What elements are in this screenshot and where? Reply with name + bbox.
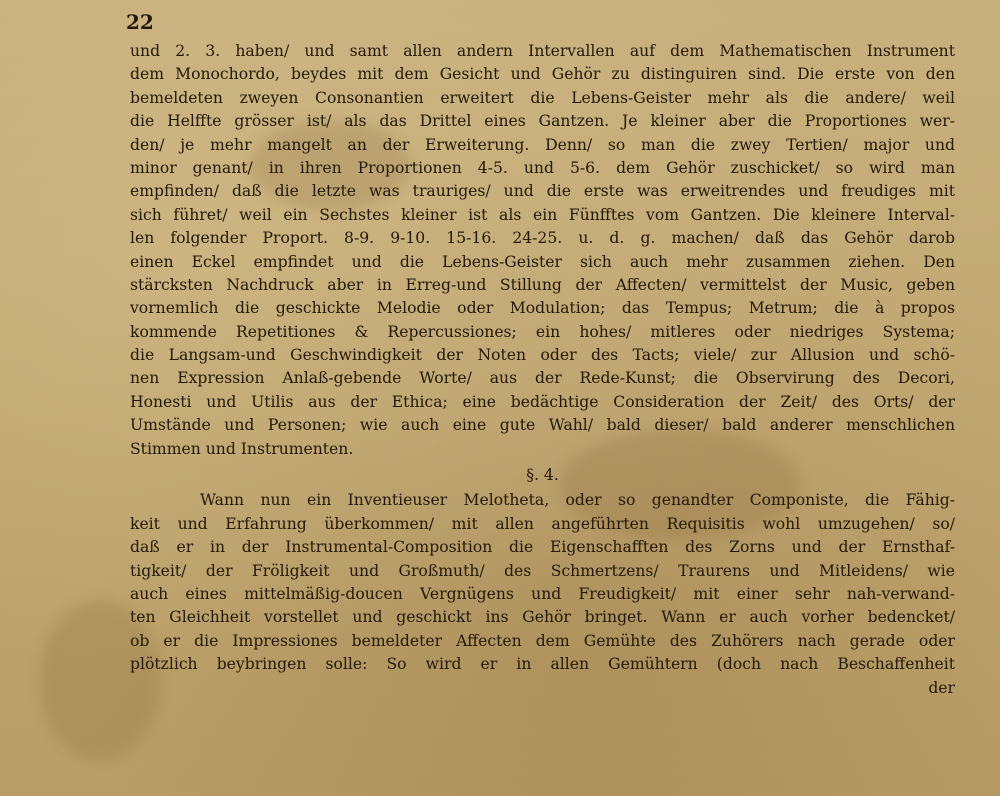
text-line: die Langsam-und Geschwindigkeit der Noten oder des Tacts; viele/ zur Allusion und schö- xyxy=(130,346,955,365)
text-line: daß er in der Instrumental-Composition die Eigenschafften des Zorns und der Ernsthaf- xyxy=(130,538,955,557)
text-line: ten Gleichheit vorstellet und geschickt ins Gehör bringet. Wann er auch vorher bedencket/ xyxy=(130,608,955,627)
text-line: dem Monochordo, beydes mit dem Gesicht und Gehör zu distinguiren sind. Die erste von den xyxy=(130,65,955,84)
text-line: keit und Erfahrung überkommen/ mit allen angeführten Requisitis wohl umzugehen/ so/ xyxy=(130,514,955,533)
text-line: die Helffte grösser ist/ als das Drittel eines Gantzen. Je kleiner aber die Proportiones wer- xyxy=(130,112,955,131)
text-line: empfinden/ daß die letzte was trauriges/ und die erste was erweitrendes und freudiges mit xyxy=(130,182,955,201)
text-line: bemeldeten zweyen Consonantien erweitert die Lebens-Geister mehr als die andere/ weil xyxy=(130,88,955,107)
text-line: plötzlich beybringen solle: So wird er in allen Gemühtern (doch nach Beschaffenheit xyxy=(130,655,955,674)
text-line: minor genant/ in ihren Proportionen 4-5. und 5-6. dem Gehör zuschicket/ so wird man xyxy=(130,158,955,177)
text-line: Honesti und Utilis aus der Ethica; eine bedächtige Consideration der Zeit/ des Orts/ der xyxy=(130,392,955,411)
text-line: tigkeit/ der Fröligkeit und Großmuth/ des Schmertzens/ Traurens und Mitleidens/ wie xyxy=(130,561,955,580)
page-text xyxy=(130,40,955,700)
text-line: und 2. 3. haben/ und samt allen andern Intervallen auf dem Mathematischen Instrument xyxy=(130,42,955,60)
paragraph-1 xyxy=(130,40,955,461)
text-line: auch eines mittelmäßig-doucen Vergnügens und Freudigkeit/ mit einer sehr nah-verwand- xyxy=(130,584,955,603)
section-heading: §. 4. xyxy=(526,466,559,485)
catchword: der xyxy=(928,678,955,697)
text-line: kommende Repetitiones & Repercussiones; ein hohes/ mitleres oder niedriges Systema; xyxy=(130,322,955,341)
text-line: len folgender Proport. 8-9. 9-10. 15-16. 24-25. u. d. g. machen/ daß das Gehör darob xyxy=(130,229,955,248)
text-line: Umstände und Personen; wie auch eine gute Wahl/ bald dieser/ bald anderer menschlichen xyxy=(130,416,955,435)
text-line: den/ je mehr mangelt an der Erweiterung. Denn/ so man die zwey Tertien/ major und xyxy=(130,135,955,154)
text-line: einen Eckel empfindet und die Lebens-Geister sich auch mehr zusammen ziehen. Den xyxy=(130,252,955,271)
text-line: stärcksten Nachdruck aber in Erreg-und Stillung der Affecten/ vermittelst der Music, geben xyxy=(130,275,955,294)
text-line: vornemlich die geschickte Melodie oder Modulation; das Tempus; Metrum; die à propos xyxy=(130,299,955,318)
page-number: 22 xyxy=(126,10,154,34)
text-line: sich führet/ weil ein Sechstes kleiner ist als ein Fünfftes vom Gantzen. Die kleinere Interval- xyxy=(130,205,955,224)
text-line: Wann nun ein Inventieuser Melotheta, oder so genandter Componiste, die Fähig- xyxy=(200,491,955,510)
text-line: ob er die Impressiones bemeldeter Affecten dem Gemühte des Zuhörers nach gerade oder xyxy=(130,631,955,650)
text-line: nen Expression Anlaß-gebende Worte/ aus der Rede-Kunst; die Observirung des Decori, xyxy=(130,369,955,388)
text-line: Stimmen und Instrumenten. xyxy=(130,439,354,458)
paragraph-2 xyxy=(130,489,955,700)
